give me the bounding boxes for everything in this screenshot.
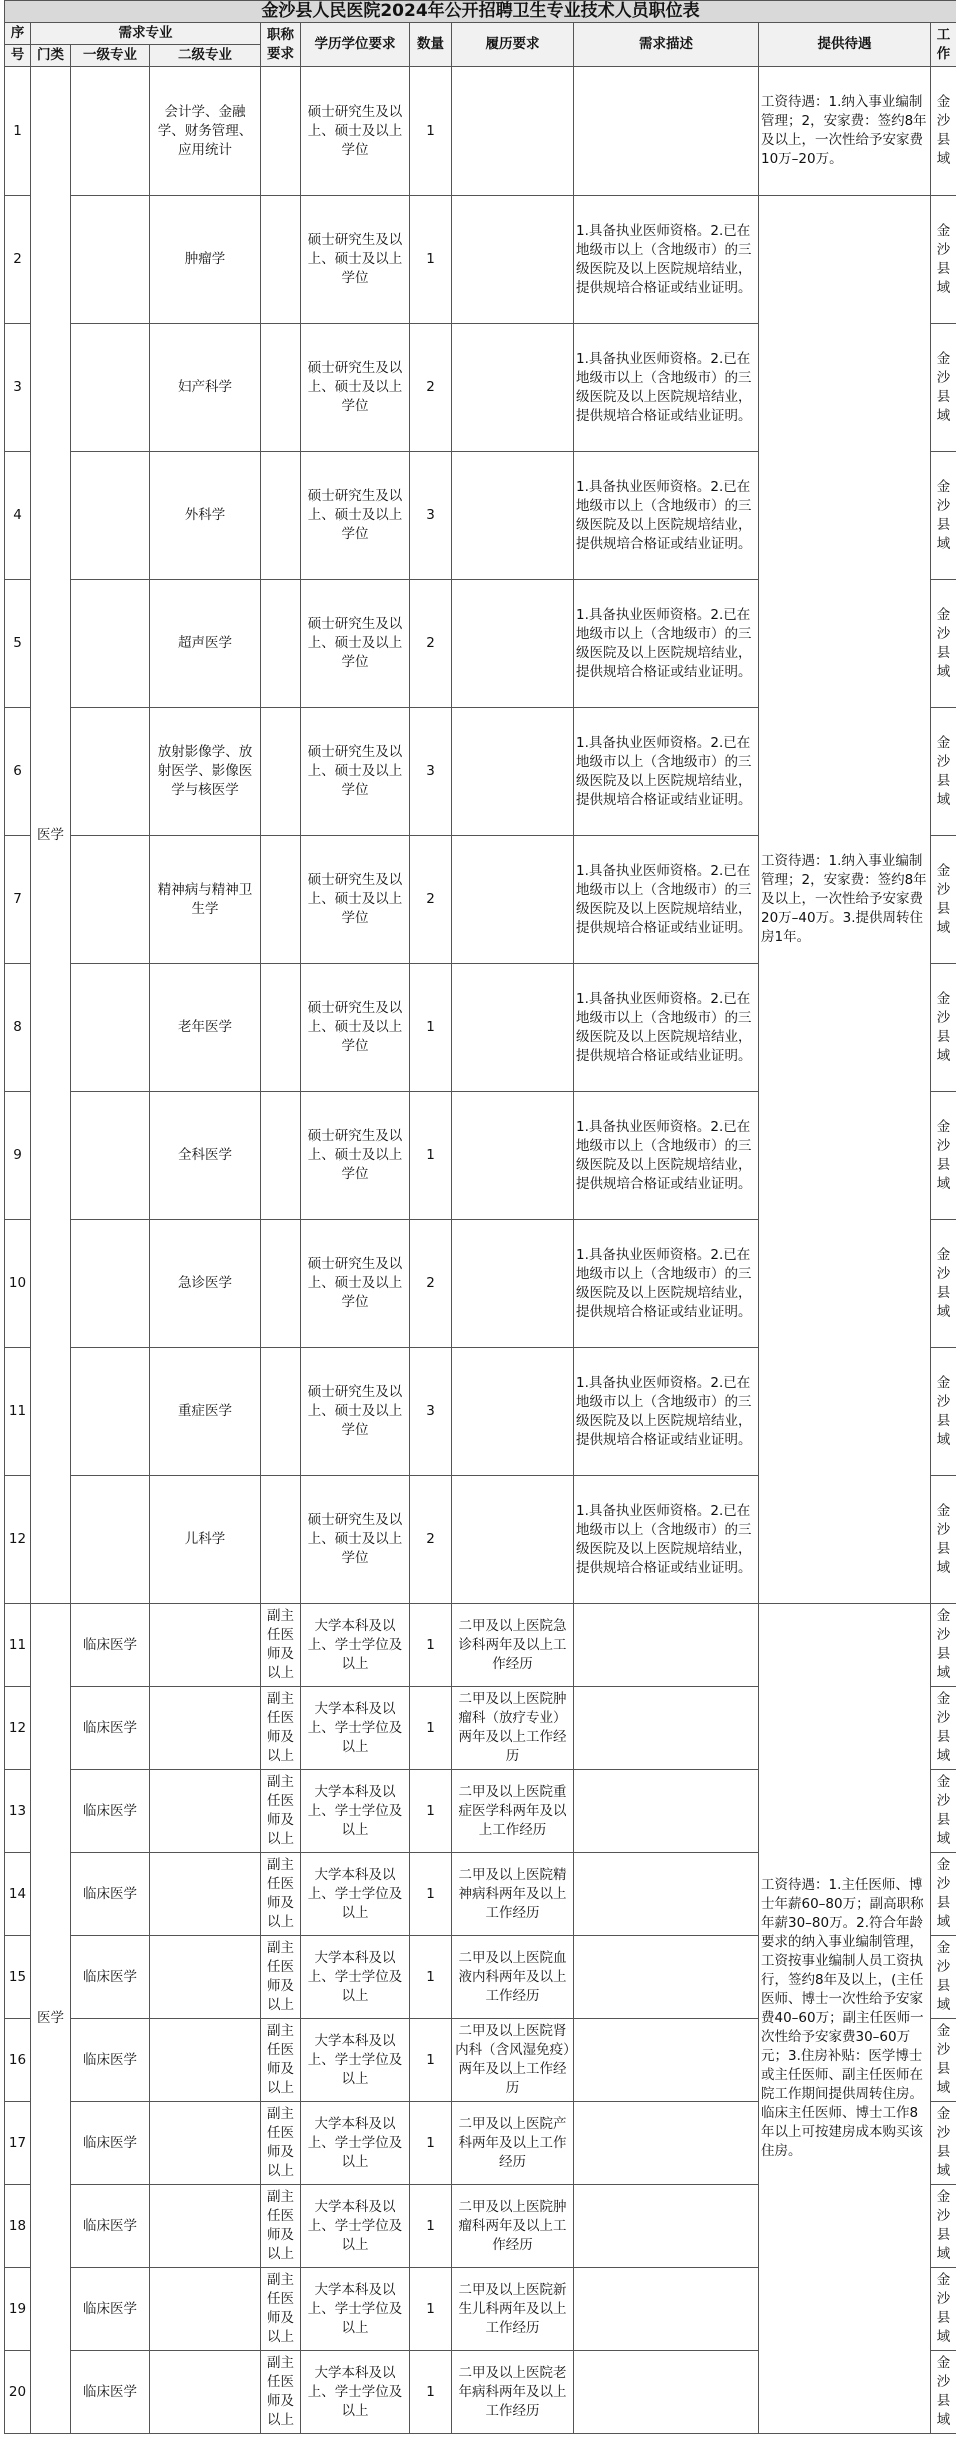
- header-benefits: 提供待遇: [759, 23, 931, 67]
- level1-cell: [71, 1220, 150, 1348]
- education-cell: 硕士研究生及以上、硕士及以上学位: [301, 67, 410, 196]
- level1-cell: 临床医学: [71, 1604, 150, 1687]
- header-seq-top: 序: [5, 23, 31, 45]
- level2-cell: [150, 2185, 261, 2268]
- title-req-cell: 副主任医师及以上: [261, 2019, 301, 2102]
- description-cell: 1.具备执业医师资格。2.已在地级市以上（含地级市）的三级医院及以上医院规培结业，提供规培合格证或结业证明。: [574, 1092, 759, 1220]
- count-cell: 3: [410, 1348, 452, 1476]
- description-cell: [574, 1770, 759, 1853]
- education-cell: 硕士研究生及以上、硕士及以上学位: [301, 1220, 410, 1348]
- workplace-cell: 金沙县域: [931, 1687, 956, 1770]
- education-cell: 硕士研究生及以上、硕士及以上学位: [301, 580, 410, 708]
- experience-cell: 二甲及以上医院急诊科两年及以上工作经历: [452, 1604, 574, 1687]
- workplace-cell: 金沙县域: [931, 196, 956, 324]
- category-cell: 医学: [31, 1604, 71, 2434]
- title-req-cell: 副主任医师及以上: [261, 1853, 301, 1936]
- workplace-cell: 金沙县域: [931, 580, 956, 708]
- seq-cell: 12: [5, 1687, 31, 1770]
- description-cell: [574, 2019, 759, 2102]
- header-major-group: 需求专业: [31, 23, 261, 45]
- benefits-cell: 工资待遇：1.主任医师、博士年薪60–80万；副高职称年薪30–80万。2.符合年龄要求的纳入事业编制管理，工资按事业编制人员工资执行，签约8年及以上，(主任医师、博士一次性给予安家费40–60万；副主任医师一次性给予安家费30–60万元；3.住房补贴：医学博士或主任医师、副主任医师在院工作期间提供周转住房。临床主任医师、博士工作8年以上可按建房成本购买该住房。: [759, 1604, 931, 2434]
- level2-cell: 儿科学: [150, 1476, 261, 1604]
- description-cell: 1.具备执业医师资格。2.已在地级市以上（含地级市）的三级医院及以上医院规培结业，提供规培合格证或结业证明。: [574, 836, 759, 964]
- experience-cell: [452, 324, 574, 452]
- header-count: 数量: [410, 23, 452, 67]
- level2-cell: [150, 2351, 261, 2434]
- seq-cell: 9: [5, 1092, 31, 1220]
- workplace-cell: 金沙县域: [931, 964, 956, 1092]
- header-level1: 一级专业: [71, 45, 150, 67]
- experience-cell: 二甲及以上医院新生儿科两年及以上工作经历: [452, 2268, 574, 2351]
- count-cell: 3: [410, 708, 452, 836]
- workplace-cell: 金沙县域: [931, 836, 956, 964]
- title-req-cell: 副主任医师及以上: [261, 2268, 301, 2351]
- count-cell: 2: [410, 580, 452, 708]
- education-cell: 大学本科及以上、学士学位及以上: [301, 1604, 410, 1687]
- level1-cell: [71, 1348, 150, 1476]
- experience-cell: 二甲及以上医院肿瘤科两年及以上工作经历: [452, 2185, 574, 2268]
- header-workplace: 工作: [931, 23, 956, 67]
- education-cell: 硕士研究生及以上、硕士及以上学位: [301, 1476, 410, 1604]
- description-cell: [574, 2102, 759, 2185]
- header-experience: 履历要求: [452, 23, 574, 67]
- workplace-cell: 金沙县域: [931, 708, 956, 836]
- count-cell: 2: [410, 1476, 452, 1604]
- level2-cell: 放射影像学、放射医学、影像医学与核医学: [150, 708, 261, 836]
- level1-cell: [71, 1092, 150, 1220]
- experience-cell: 二甲及以上医院老年病科两年及以上工作经历: [452, 2351, 574, 2434]
- education-cell: 硕士研究生及以上、硕士及以上学位: [301, 324, 410, 452]
- benefits-cell: 工资待遇：1.纳入事业编制管理；2，安家费：签约8年及以上，一次性给予安家费10万–20万。: [759, 67, 931, 196]
- title-req-cell: [261, 1220, 301, 1348]
- title-req-cell: 副主任医师及以上: [261, 1604, 301, 1687]
- level1-cell: [71, 836, 150, 964]
- education-cell: 大学本科及以上、学士学位及以上: [301, 2185, 410, 2268]
- title-req-cell: 副主任医师及以上: [261, 1936, 301, 2019]
- level1-cell: 临床医学: [71, 2102, 150, 2185]
- experience-cell: 二甲及以上医院肾内科（含风湿免疫）两年及以上工作经历: [452, 2019, 574, 2102]
- count-cell: 1: [410, 67, 452, 196]
- header-level2: 二级专业: [150, 45, 261, 67]
- level1-cell: [71, 1476, 150, 1604]
- count-cell: 1: [410, 2351, 452, 2434]
- seq-cell: 4: [5, 452, 31, 580]
- level1-cell: [71, 964, 150, 1092]
- level1-cell: 临床医学: [71, 2351, 150, 2434]
- title-req-cell: [261, 1476, 301, 1604]
- education-cell: 大学本科及以上、学士学位及以上: [301, 1853, 410, 1936]
- title-req-cell: [261, 324, 301, 452]
- education-cell: 大学本科及以上、学士学位及以上: [301, 2102, 410, 2185]
- experience-cell: 二甲及以上医院血液内科两年及以上工作经历: [452, 1936, 574, 2019]
- level2-cell: 全科医学: [150, 1092, 261, 1220]
- seq-cell: 2: [5, 196, 31, 324]
- count-cell: 1: [410, 1092, 452, 1220]
- title-req-cell: [261, 1092, 301, 1220]
- level2-cell: [150, 1604, 261, 1687]
- table-title: 金沙县人民医院2024年公开招聘卫生专业技术人员职位表: [5, 1, 956, 23]
- workplace-cell: 金沙县域: [931, 1936, 956, 2019]
- workplace-cell: 金沙县域: [931, 2351, 956, 2434]
- level1-cell: [71, 324, 150, 452]
- description-cell: 1.具备执业医师资格。2.已在地级市以上（含地级市）的三级医院及以上医院规培结业，提供规培合格证或结业证明。: [574, 1476, 759, 1604]
- level2-cell: 外科学: [150, 452, 261, 580]
- education-cell: 硕士研究生及以上、硕士及以上学位: [301, 836, 410, 964]
- workplace-cell: 金沙县域: [931, 1348, 956, 1476]
- seq-cell: 15: [5, 1936, 31, 2019]
- seq-cell: 6: [5, 708, 31, 836]
- count-cell: 1: [410, 2102, 452, 2185]
- title-req-cell: [261, 580, 301, 708]
- category-cell: 医学: [31, 67, 71, 1604]
- count-cell: 2: [410, 1220, 452, 1348]
- level1-cell: [71, 580, 150, 708]
- experience-cell: [452, 836, 574, 964]
- benefits-cell: 工资待遇：1.纳入事业编制管理；2，安家费：签约8年及以上，一次性给予安家费20万–40万。3.提供周转住房1年。: [759, 196, 931, 1604]
- level1-cell: [71, 196, 150, 324]
- count-cell: 1: [410, 964, 452, 1092]
- education-cell: 大学本科及以上、学士学位及以上: [301, 2351, 410, 2434]
- workplace-cell: 金沙县域: [931, 67, 956, 196]
- count-cell: 1: [410, 2268, 452, 2351]
- workplace-cell: 金沙县域: [931, 2268, 956, 2351]
- count-cell: 1: [410, 1604, 452, 1687]
- description-cell: 1.具备执业医师资格。2.已在地级市以上（含地级市）的三级医院及以上医院规培结业，提供规培合格证或结业证明。: [574, 964, 759, 1092]
- workplace-cell: 金沙县域: [931, 2185, 956, 2268]
- seq-cell: 7: [5, 836, 31, 964]
- seq-cell: 20: [5, 2351, 31, 2434]
- level2-cell: [150, 1687, 261, 1770]
- education-cell: 大学本科及以上、学士学位及以上: [301, 2019, 410, 2102]
- level2-cell: [150, 2019, 261, 2102]
- seq-cell: 14: [5, 1853, 31, 1936]
- title-req-cell: [261, 452, 301, 580]
- description-cell: 1.具备执业医师资格。2.已在地级市以上（含地级市）的三级医院及以上医院规培结业，提供规培合格证或结业证明。: [574, 452, 759, 580]
- header-category: 门类: [31, 45, 71, 67]
- level1-cell: 临床医学: [71, 1853, 150, 1936]
- seq-cell: 8: [5, 964, 31, 1092]
- experience-cell: [452, 1220, 574, 1348]
- count-cell: 1: [410, 196, 452, 324]
- seq-cell: 5: [5, 580, 31, 708]
- workplace-cell: 金沙县域: [931, 2019, 956, 2102]
- seq-cell: 19: [5, 2268, 31, 2351]
- workplace-cell: 金沙县域: [931, 2102, 956, 2185]
- title-req-cell: 副主任医师及以上: [261, 1687, 301, 1770]
- description-cell: [574, 67, 759, 196]
- seq-cell: 10: [5, 1220, 31, 1348]
- education-cell: 大学本科及以上、学士学位及以上: [301, 1936, 410, 2019]
- workplace-cell: 金沙县域: [931, 452, 956, 580]
- title-req-cell: 副主任医师及以上: [261, 1770, 301, 1853]
- count-cell: 1: [410, 1770, 452, 1853]
- header-seq-bottom: 号: [5, 45, 31, 67]
- count-cell: 3: [410, 452, 452, 580]
- experience-cell: [452, 1476, 574, 1604]
- level2-cell: 精神病与精神卫生学: [150, 836, 261, 964]
- workplace-cell: 金沙县域: [931, 1604, 956, 1687]
- workplace-cell: 金沙县域: [931, 1220, 956, 1348]
- experience-cell: [452, 708, 574, 836]
- experience-cell: [452, 1092, 574, 1220]
- title-row: [5, 1, 956, 23]
- level1-cell: 临床医学: [71, 1770, 150, 1853]
- count-cell: 1: [410, 2019, 452, 2102]
- education-cell: 大学本科及以上、学士学位及以上: [301, 1770, 410, 1853]
- level1-cell: 临床医学: [71, 1687, 150, 1770]
- level1-cell: [71, 452, 150, 580]
- count-cell: 2: [410, 324, 452, 452]
- experience-cell: 二甲及以上医院产科两年及以上工作经历: [452, 2102, 574, 2185]
- education-cell: 硕士研究生及以上、硕士及以上学位: [301, 196, 410, 324]
- education-cell: 硕士研究生及以上、硕士及以上学位: [301, 452, 410, 580]
- level1-cell: [71, 708, 150, 836]
- seq-cell: 3: [5, 324, 31, 452]
- level1-cell: 临床医学: [71, 2185, 150, 2268]
- title-req-cell: [261, 67, 301, 196]
- level2-cell: [150, 1770, 261, 1853]
- level2-cell: [150, 1853, 261, 1936]
- description-cell: [574, 2268, 759, 2351]
- header-title-req: 职称要求: [261, 23, 301, 67]
- experience-cell: 二甲及以上医院重症医学科两年及以上工作经历: [452, 1770, 574, 1853]
- seq-cell: 1: [5, 67, 31, 196]
- table-row: [5, 67, 956, 196]
- seq-cell: 17: [5, 2102, 31, 2185]
- description-cell: 1.具备执业医师资格。2.已在地级市以上（含地级市）的三级医院及以上医院规培结业，提供规培合格证或结业证明。: [574, 1348, 759, 1476]
- title-req-cell: [261, 1348, 301, 1476]
- seq-cell: 13: [5, 1770, 31, 1853]
- education-cell: 硕士研究生及以上、硕士及以上学位: [301, 1348, 410, 1476]
- experience-cell: [452, 964, 574, 1092]
- table-row: [5, 1604, 956, 1687]
- title-req-cell: [261, 836, 301, 964]
- education-cell: 硕士研究生及以上、硕士及以上学位: [301, 1092, 410, 1220]
- description-cell: [574, 2351, 759, 2434]
- level2-cell: 急诊医学: [150, 1220, 261, 1348]
- level2-cell: 妇产科学: [150, 324, 261, 452]
- experience-cell: [452, 580, 574, 708]
- education-cell: 硕士研究生及以上、硕士及以上学位: [301, 964, 410, 1092]
- level2-cell: 会计学、金融学、财务管理、应用统计: [150, 67, 261, 196]
- level1-cell: 临床医学: [71, 1936, 150, 2019]
- description-cell: [574, 1853, 759, 1936]
- seq-cell: 12: [5, 1476, 31, 1604]
- title-req-cell: [261, 964, 301, 1092]
- experience-cell: [452, 196, 574, 324]
- education-cell: 大学本科及以上、学士学位及以上: [301, 2268, 410, 2351]
- experience-cell: [452, 67, 574, 196]
- description-cell: [574, 1604, 759, 1687]
- level2-cell: 超声医学: [150, 580, 261, 708]
- header-row-1: [5, 23, 956, 45]
- experience-cell: [452, 452, 574, 580]
- header-education: 学历学位要求: [301, 23, 410, 67]
- level2-cell: 重症医学: [150, 1348, 261, 1476]
- title-req-cell: [261, 196, 301, 324]
- workplace-cell: 金沙县域: [931, 1092, 956, 1220]
- level1-cell: [71, 67, 150, 196]
- title-req-cell: [261, 708, 301, 836]
- table-row: [5, 196, 956, 324]
- header-description: 需求描述: [574, 23, 759, 67]
- level1-cell: 临床医学: [71, 2019, 150, 2102]
- description-cell: [574, 1687, 759, 1770]
- level2-cell: [150, 2268, 261, 2351]
- job-positions-table: [4, 0, 956, 2434]
- seq-cell: 16: [5, 2019, 31, 2102]
- level2-cell: 老年医学: [150, 964, 261, 1092]
- title-req-cell: 副主任医师及以上: [261, 2351, 301, 2434]
- seq-cell: 11: [5, 1604, 31, 1687]
- description-cell: 1.具备执业医师资格。2.已在地级市以上（含地级市）的三级医院及以上医院规培结业，提供规培合格证或结业证明。: [574, 1220, 759, 1348]
- description-cell: 1.具备执业医师资格。2.已在地级市以上（含地级市）的三级医院及以上医院规培结业，提供规培合格证或结业证明。: [574, 324, 759, 452]
- count-cell: 1: [410, 1853, 452, 1936]
- description-cell: 1.具备执业医师资格。2.已在地级市以上（含地级市）的三级医院及以上医院规培结业，提供规培合格证或结业证明。: [574, 196, 759, 324]
- experience-cell: [452, 1348, 574, 1476]
- level2-cell: 肿瘤学: [150, 196, 261, 324]
- count-cell: 1: [410, 1687, 452, 1770]
- title-req-cell: 副主任医师及以上: [261, 2185, 301, 2268]
- workplace-cell: 金沙县域: [931, 324, 956, 452]
- seq-cell: 11: [5, 1348, 31, 1476]
- description-cell: 1.具备执业医师资格。2.已在地级市以上（含地级市）的三级医院及以上医院规培结业，提供规培合格证或结业证明。: [574, 708, 759, 836]
- description-cell: [574, 1936, 759, 2019]
- count-cell: 1: [410, 2185, 452, 2268]
- workplace-cell: 金沙县域: [931, 1770, 956, 1853]
- level2-cell: [150, 1936, 261, 2019]
- experience-cell: 二甲及以上医院肿瘤科（放疗专业）两年及以上工作经历: [452, 1687, 574, 1770]
- workplace-cell: 金沙县域: [931, 1853, 956, 1936]
- count-cell: 1: [410, 1936, 452, 2019]
- title-req-cell: 副主任医师及以上: [261, 2102, 301, 2185]
- experience-cell: 二甲及以上医院精神病科两年及以上工作经历: [452, 1853, 574, 1936]
- workplace-cell: 金沙县域: [931, 1476, 956, 1604]
- description-cell: 1.具备执业医师资格。2.已在地级市以上（含地级市）的三级医院及以上医院规培结业，提供规培合格证或结业证明。: [574, 580, 759, 708]
- education-cell: 硕士研究生及以上、硕士及以上学位: [301, 708, 410, 836]
- education-cell: 大学本科及以上、学士学位及以上: [301, 1687, 410, 1770]
- seq-cell: 18: [5, 2185, 31, 2268]
- description-cell: [574, 2185, 759, 2268]
- count-cell: 2: [410, 836, 452, 964]
- level2-cell: [150, 2102, 261, 2185]
- level1-cell: 临床医学: [71, 2268, 150, 2351]
